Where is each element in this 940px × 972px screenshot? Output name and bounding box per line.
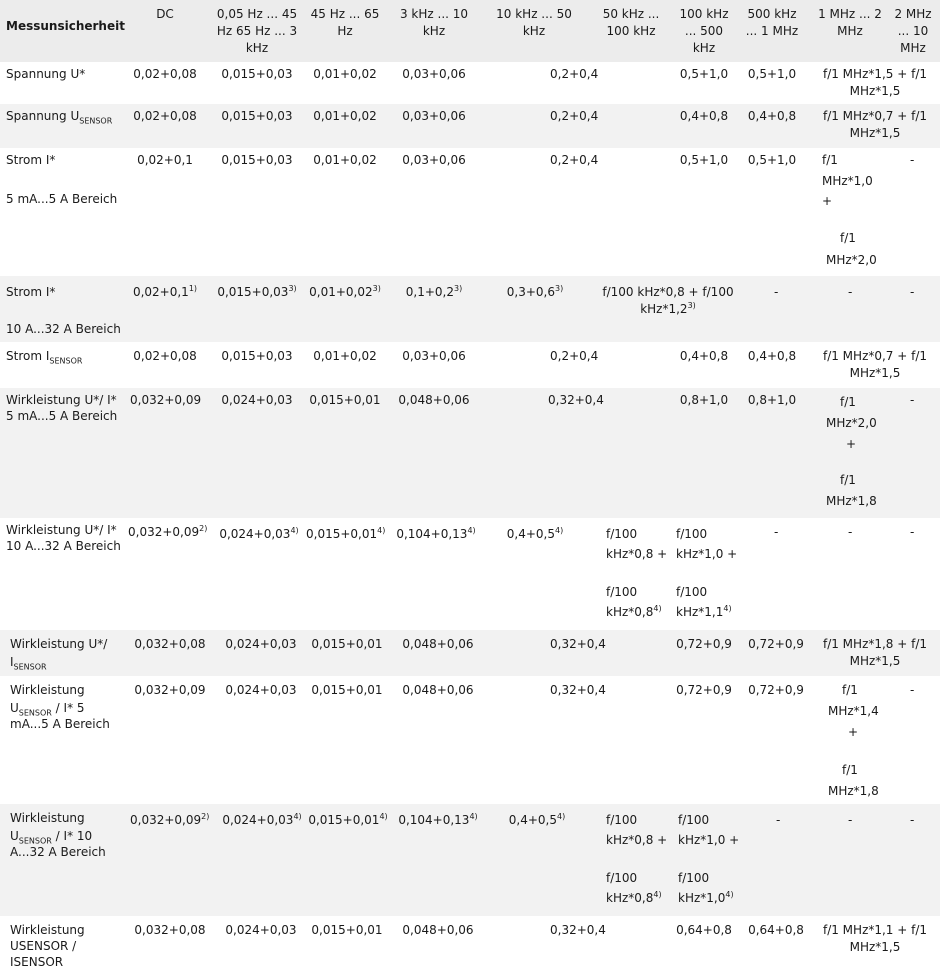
cell-c8-line1: f/1 xyxy=(840,395,856,409)
cell-c7: 0,64+0,8 xyxy=(748,923,804,937)
row-sublabel: $U_{SENSOR} / I*$ 5 xyxy=(10,701,85,718)
cell-dc: 0,032+0,08 xyxy=(134,923,206,937)
cell-c3: 0,048+0,06 xyxy=(402,637,474,651)
cell-c3: 0,03+0,06 xyxy=(402,349,466,363)
row-label: Wirkleistung xyxy=(10,923,85,937)
row-label: Wirkleistung U*/ I* xyxy=(6,393,117,407)
cell-c1: $0,024+0,03^{4)}$ xyxy=(219,526,299,541)
row-label: Strom $I_{SENSOR}$ xyxy=(6,349,83,366)
cell-c8-line3: + xyxy=(846,437,857,451)
row-sublabel-2: A...32 A Bereich xyxy=(10,845,106,859)
cell-c4: $0,4+0,5^{4)}$ xyxy=(506,526,564,541)
cell-c6: 0,64+0,8 xyxy=(676,923,732,937)
cell-c7: 0,72+0,9 xyxy=(748,637,804,651)
table-row xyxy=(0,630,940,676)
cell-c4: 0,32+0,4 xyxy=(550,683,606,697)
cell-c2: 0,01+0,02 xyxy=(313,109,377,123)
cell-c2: 0,01+0,02 xyxy=(313,67,377,81)
cell-c1: $0,015+0,03^{3)}$ xyxy=(217,284,297,299)
cell-c4: 0,2+0,4 xyxy=(550,67,599,81)
cell-c5-line1: f/100 xyxy=(606,813,638,827)
cell-c7: - xyxy=(774,285,779,299)
cell-c2: 0,015+0,01 xyxy=(311,923,383,937)
cell-c4: 0,2+0,4 xyxy=(550,349,599,363)
cell-c6-line3: f/100 xyxy=(678,871,710,885)
cell-dc: 0,032+0,09 xyxy=(130,393,202,407)
cell-c9: - xyxy=(910,285,915,299)
header-col-2: 45 Hz ... 65 Hz xyxy=(310,7,380,38)
table-header xyxy=(0,0,940,62)
cell-c7: 0,5+1,0 xyxy=(747,67,797,81)
cell-c6-line1: f/100 xyxy=(678,813,710,827)
table-row xyxy=(0,388,940,518)
cell-c3: 0,03+0,06 xyxy=(402,109,466,123)
cell-dc: 0,02+0,1 xyxy=(137,153,193,167)
cell-c1: 0,024+0,03 xyxy=(221,393,293,407)
cell-c3: $0,1+0,2^{3)}$ xyxy=(405,284,463,299)
cell-c6-line2: kHz*1,0 + xyxy=(678,833,740,847)
table-row xyxy=(0,916,940,972)
cell-c3: 0,048+0,06 xyxy=(402,923,474,937)
row-sublabel: USENSOR / xyxy=(10,939,77,953)
cell-c6-line2: kHz*1,0 + xyxy=(676,547,738,561)
cell-c7: - xyxy=(774,525,779,539)
cell-c1: 0,024+0,03 xyxy=(225,683,297,697)
cell-c8-line2: MHz*1,0 xyxy=(822,174,873,188)
cell-c9: - xyxy=(910,153,915,167)
cell-c6: 0,72+0,9 xyxy=(676,637,732,651)
cell-c8: f/1 MHz*1,5 + f/1 MHz*1,5 xyxy=(822,67,928,98)
cell-c9: - xyxy=(910,393,915,407)
cell-c2: 0,01+0,02 xyxy=(313,153,377,167)
cell-c2: 0,015+0,01 xyxy=(309,393,381,407)
cell-c6: 0,8+1,0 xyxy=(679,393,729,407)
table-row xyxy=(0,804,940,916)
cell-c9: - xyxy=(910,525,915,539)
cell-c9: - xyxy=(910,813,915,827)
cell-c7: - xyxy=(776,813,781,827)
cell-c1: 0,024+0,03 xyxy=(225,637,297,651)
cell-c8: - xyxy=(848,285,853,299)
cell-c8-line4: f/1 xyxy=(842,763,858,777)
cell-dc: 0,032+0,09 xyxy=(134,683,206,697)
cell-c8-line2: MHz*2,0 xyxy=(826,416,877,430)
cell-c6: 0,4+0,8 xyxy=(679,349,729,363)
cell-c6-line1: f/100 xyxy=(676,527,708,541)
cell-c8-line1: f/1 xyxy=(822,153,838,167)
table-row xyxy=(0,104,940,148)
cell-c6-line3: f/100 xyxy=(676,585,708,599)
cell-c5: f/100 kHz*0,8 + f/100 kHz*1,2$^{3)}$ xyxy=(602,285,734,316)
cell-c4: 0,2+0,4 xyxy=(550,109,599,123)
cell-c2: 0,015+0,01 xyxy=(311,683,383,697)
row-sublabel: $I_{SENSOR}$ xyxy=(10,655,47,672)
cell-c8: - xyxy=(848,813,853,827)
table-row xyxy=(0,342,940,388)
cell-c2: 0,01+0,02 xyxy=(313,349,377,363)
row-label: Wirkleistung xyxy=(10,811,85,825)
table-row xyxy=(0,148,940,276)
header-col-4: 10 kHz ... 50 kHz xyxy=(496,7,572,38)
cell-dc: 0,032+0,08 xyxy=(134,637,206,651)
header-col-8: 1 MHz ... 2 MHz xyxy=(818,7,882,38)
cell-dc: $0,032+0,09^{2)}$ xyxy=(128,524,208,539)
header-col-7: 500 kHz ... 1 MHz xyxy=(745,7,799,38)
row-label: Spannung U* xyxy=(6,67,86,81)
row-label: Wirkleistung U*/ xyxy=(10,637,108,651)
cell-c3: $0,104+0,13^{4)}$ xyxy=(396,526,476,541)
cell-c2: $0,015+0,01^{4)}$ xyxy=(306,526,386,541)
cell-c8-line4: f/1 xyxy=(840,473,856,487)
row-label: Strom I* xyxy=(6,285,56,299)
cell-c4: 0,2+0,4 xyxy=(550,153,599,167)
cell-c1: 0,024+0,03 xyxy=(225,923,297,937)
cell-c4: 0,32+0,4 xyxy=(550,637,606,651)
cell-c5-line4: kHz*0,8$^{4)}$ xyxy=(606,604,662,619)
header-col-3: 3 kHz ... 10 kHz xyxy=(399,7,469,38)
row-sublabel: 5 mA...5 A Bereich xyxy=(6,192,118,206)
cell-dc: 0,02+0,08 xyxy=(133,349,197,363)
cell-c3: 0,048+0,06 xyxy=(398,393,470,407)
cell-c5-line1: f/100 xyxy=(606,527,638,541)
cell-c9: - xyxy=(910,683,915,697)
cell-c2: $0,01+0,02^{3)}$ xyxy=(309,284,381,299)
cell-c3: $0,104+0,13^{4)}$ xyxy=(398,812,478,827)
header-col-6: 100 kHz ... 500 kHz xyxy=(679,7,729,55)
row-sublabel-2: ISENSOR xyxy=(10,955,64,969)
row-sublabel: 5 mA...5 A Bereich xyxy=(6,409,118,423)
cell-c5-line4: kHz*0,8$^{4)}$ xyxy=(606,890,662,905)
cell-c8-line1: f/1 xyxy=(842,683,858,697)
cell-c7: 0,5+1,0 xyxy=(747,153,797,167)
cell-c8-line3: + xyxy=(822,194,833,208)
row-sublabel: $U_{SENSOR} / I*$ 10 xyxy=(10,829,93,846)
cell-c8-line4: f/1 xyxy=(840,231,856,245)
cell-c4: $0,3+0,6^{3)}$ xyxy=(506,284,564,299)
row-label: Wirkleistung xyxy=(10,683,85,697)
table-row xyxy=(0,276,940,342)
cell-c8-line5: MHz*1,8 xyxy=(828,784,879,798)
cell-c3: 0,03+0,06 xyxy=(402,153,466,167)
cell-c1: 0,015+0,03 xyxy=(221,349,293,363)
cell-c6-line4: kHz*1,1$^{4)}$ xyxy=(676,604,732,619)
cell-c3: 0,048+0,06 xyxy=(402,683,474,697)
cell-c8-line5: MHz*1,8 xyxy=(826,494,877,508)
cell-c6: 0,72+0,9 xyxy=(676,683,732,697)
cell-c5-line2: kHz*0,8 + xyxy=(606,833,668,847)
cell-c7: 0,72+0,9 xyxy=(748,683,804,697)
table-row xyxy=(0,518,940,630)
cell-c2: 0,015+0,01 xyxy=(311,637,383,651)
row-sublabel: 10 A...32 A Bereich xyxy=(6,539,121,553)
cell-c4: 0,32+0,4 xyxy=(548,393,604,407)
header-col-dc: DC xyxy=(156,7,174,21)
row-label: Strom I* xyxy=(6,153,56,167)
header-col-9: 2 MHz ... 10 MHz xyxy=(894,7,932,55)
cell-c1: $0,024+0,03^{4)}$ xyxy=(222,812,302,827)
cell-dc: $0,02+0,1^{1)}$ xyxy=(132,284,198,299)
cell-c8: f/1 MHz*1,1 + f/1 MHz*1,5 xyxy=(822,923,928,954)
table-row xyxy=(0,676,940,804)
cell-c7: 0,4+0,8 xyxy=(747,109,797,123)
cell-c4: 0,32+0,4 xyxy=(550,923,606,937)
cell-c2: $0,015+0,01^{4)}$ xyxy=(308,812,388,827)
cell-c4: $0,4+0,5^{4)}$ xyxy=(508,812,566,827)
cell-c8: f/1 MHz*0,7 + f/1 MHz*1,5 xyxy=(822,349,928,380)
cell-c8: - xyxy=(848,525,853,539)
cell-c8: f/1 MHz*0,7 + f/1 MHz*1,5 xyxy=(822,109,928,140)
cell-c8: f/1 MHz*1,8 + f/1 MHz*1,5 xyxy=(822,637,928,668)
cell-c5-line3: f/100 xyxy=(606,871,638,885)
cell-c1: 0,015+0,03 xyxy=(221,67,293,81)
table-row xyxy=(0,62,940,104)
cell-c6: 0,5+1,0 xyxy=(679,153,729,167)
row-label: Spannung $U_{SENSOR}$ xyxy=(6,109,113,126)
cell-dc: 0,02+0,08 xyxy=(133,67,197,81)
cell-c7: 0,8+1,0 xyxy=(747,393,797,407)
cell-c8-line3: + xyxy=(848,725,859,739)
cell-c3: 0,03+0,06 xyxy=(402,67,466,81)
cell-c8-line5: MHz*2,0 xyxy=(826,253,877,267)
cell-c6: 0,5+1,0 xyxy=(679,67,729,81)
cell-c6: 0,4+0,8 xyxy=(679,109,729,123)
row-label: Wirkleistung U*/ I* xyxy=(6,523,117,537)
header-col-1: 0,05 Hz ... 45 Hz 65 Hz ... 3 kHz xyxy=(216,7,298,55)
cell-c8-line2: MHz*1,4 xyxy=(828,704,879,718)
cell-c7: 0,4+0,8 xyxy=(747,349,797,363)
cell-dc: 0,02+0,08 xyxy=(133,109,197,123)
row-sublabel-2: mA...5 A Bereich xyxy=(10,717,110,731)
cell-c5-line2: kHz*0,8 + xyxy=(606,547,668,561)
header-label: Messunsicherheit xyxy=(6,19,125,33)
cell-c1: 0,015+0,03 xyxy=(221,153,293,167)
cell-c6-line4: kHz*1,0$^{4)}$ xyxy=(678,890,734,905)
cell-dc: $0,032+0,09^{2)}$ xyxy=(130,812,210,827)
cell-c5-line3: f/100 xyxy=(606,585,638,599)
row-sublabel: 10 A...32 A Bereich xyxy=(6,322,121,336)
header-col-5: 50 kHz ... 100 kHz xyxy=(602,7,660,38)
cell-c1: 0,015+0,03 xyxy=(221,109,293,123)
